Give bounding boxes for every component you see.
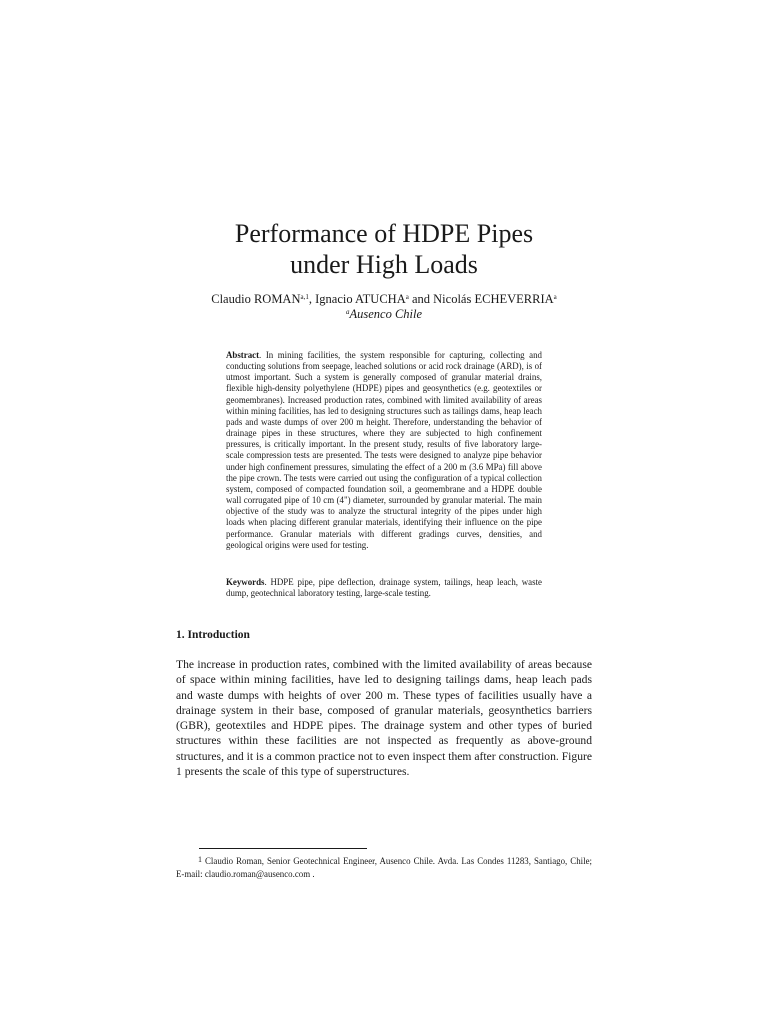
author-name: Nicolás ECHEVERRIA — [433, 292, 554, 306]
footnote-text: Claudio Roman, Senior Geotechnical Engineer, Ausenco Chile. Avda. Las Condes 11283, Santiago, Chile; E-mail: claudio.roman@ausenco.com . — [176, 856, 592, 879]
affiliation-name: Ausenco Chile — [349, 307, 423, 321]
footnote-divider — [199, 848, 367, 849]
paper-title-line-2: under High Loads — [290, 250, 478, 279]
footnote — [176, 853, 592, 881]
author-affiliation — [0, 307, 768, 322]
author-list — [0, 292, 768, 307]
abstract-text: . In mining facilities, the system responsible for capturing, collecting and conducting solutions from seepage, leached solutions or acid rock drainage (ARD), is of utmost important. Such a system is generally composed of granular material drains, flexible high-density polyethylene (HDPE) pipes and geosynthetics (e.g. geotextiles or geomembranes). Increased production rates, combined with limited availability of areas within mining facilities, has led to designing structures such as tailings dams, heap leach pads and waste dumps of over 200 m height. Therefore, understanding the behavior of drainage pipes in these structures, where they are subjected to high confinement pressures, is critically important. In the present study, results of five laboratory large-scale compression tests are presented. The tests were designed to analyze pipe behavior under high confinement pressures, simulating the effect of a 200 m (3.6 MPa) fill above the pipe crown. The tests were carried out using the configuration of a typical collection system, composed of compacted foundation soil, a geomembrane and a HDPE double wall corrugated pipe of 10 cm (4") diameter, surrounded by granular material. The main objective of the study was to analyze the structural integrity of the pipes under high loads when placing different granular materials, identifying their influence on the pipe performance. Granular materials with different gradings curves, densities, and geological origins were used for testing. — [226, 350, 542, 550]
author-affiliation-mark: a,1 — [300, 293, 309, 301]
introduction-paragraph: The increase in production rates, combined with the limited availability of areas because of space within mining facilities, have led to designing tailings dams, heap leach pads and waste dumps with heights of over 200 m. These types of facilities usually have a drainage system in their base, composed of granular materials, geosynthetics barriers (GBR), geotextiles and HDPE pipes. The drainage system and other types of buried structures within these facilities are not inspected as frequently as above-ground structures, and it is a common practice not to even inspect them after construction. Figure 1 presents the scale of this type of superstructures. — [176, 658, 592, 779]
author-separator: and — [408, 292, 434, 306]
abstract-label: Abstract — [226, 350, 260, 360]
keywords-paragraph — [226, 577, 542, 599]
section-heading-introduction: 1. Introduction — [176, 629, 250, 641]
paper-title-line-1: Performance of HDPE Pipes — [234, 219, 534, 248]
paper-title — [0, 218, 768, 280]
affiliation-mark: a — [345, 308, 350, 316]
author-name: Ignacio ATUCHA — [315, 292, 406, 306]
author-separator: , — [308, 292, 316, 306]
keywords-text: . HDPE pipe, pipe deflection, drainage system, tailings, heap leach, waste dump, geotechnical laboratory testing, large-scale testing. — [226, 577, 542, 599]
author-affiliation-mark: a — [553, 293, 557, 301]
author-affiliation-mark: a — [405, 293, 409, 301]
keywords-label: Keywords — [226, 577, 265, 587]
abstract-paragraph — [226, 350, 542, 551]
footnote-mark: 1 — [198, 855, 202, 864]
author-name: Claudio ROMAN — [211, 292, 301, 306]
